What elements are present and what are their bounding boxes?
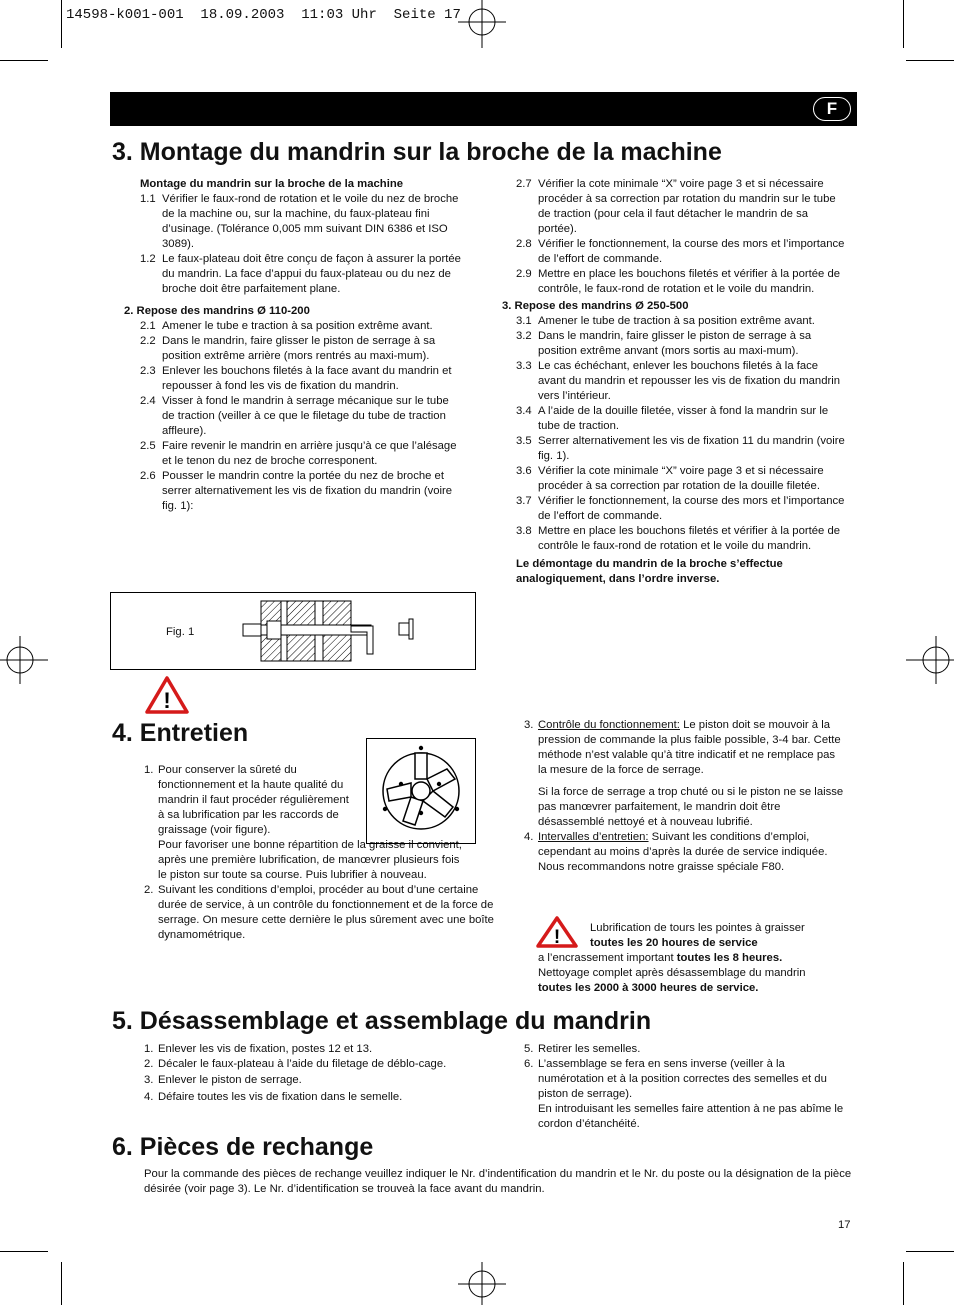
spare-parts-text: Pour la commande des pièces de rechange veuillez indiquer le Nr. d’indentification du mandrin et le Nr. du poste ou la désignation de la pièce désirée (voir page 3). Le Nr. d’identification se trouveà la face avant du mandrin. <box>144 1168 852 1195</box>
section-3-right-column <box>502 177 846 587</box>
list-item <box>516 267 846 297</box>
item-number: 2.5 <box>140 440 156 452</box>
item-number: 1.1 <box>140 193 156 205</box>
item-text: Le cas échéchant, enlever les bouchons filetés à la face avant du mandrin et repousser les vis de fixation du mandrin vers l’intérieur. <box>538 360 841 402</box>
item-text-continued: Pour favoriser une bonne répartition de la graisse il convient, après une première lubrification, de manœvrer plusieurs fois le piston sur toute sa course. Puis lubrifier à nouveau. <box>158 839 462 881</box>
item-text: Vérifier la cote minimale “X” voire page 3 et si nécessaire procéder à sa correction par rotation du mandrin sur le tube de traction (pour cela il faut détacher le mandrin de sa portée). <box>538 178 836 235</box>
registration-mark-bottom <box>452 1262 512 1305</box>
item-text: Dans le mandrin, faire glisser le piston de serrage à sa position extrême arrière (mors rentrés au maxi-mum). <box>162 335 436 362</box>
disassembly-note: Le démontage du mandrin de la broche s’effectue analogiquement, dans l’ordre inverse. <box>516 558 783 585</box>
crop-mark <box>906 60 954 61</box>
warning-line-bold: toutes les 20 houres de service <box>590 937 758 949</box>
figure-1-drawing <box>241 599 421 663</box>
list-item <box>516 494 846 524</box>
registration-mark-top <box>452 0 512 48</box>
warning-line <box>538 951 848 966</box>
section-6-title: 6. Pièces de rechange <box>112 1133 374 1161</box>
section-5-left-column <box>144 1042 464 1105</box>
crop-mark <box>903 0 904 48</box>
registration-mark-right <box>906 630 954 690</box>
list-item <box>516 434 846 464</box>
item-heading: Contrôle du fonctionnement: <box>538 719 680 731</box>
item-number: 3. <box>524 719 534 731</box>
item-text-continued: En introduisant les semelles faire attention à ne pas abîme le cordon d’étanchéité. <box>538 1103 844 1130</box>
item-text: Vérifier le faux-rond de rotation et le voile du nez de broche de la machine ou, sur la machine, du faux-plateau fini d’usinage. (Tolérance 0,005 mm suivant DIN 6386 et ISO 3089). <box>162 193 459 250</box>
print-stamp: 14598-k001-001 18.09.2003 11:03 Uhr Seite 17 <box>66 7 461 23</box>
item-text: Vérifier le fonctionnement, la course des mors et l’importance de l’effort de commande. <box>538 238 845 265</box>
lubrication-figure-box <box>366 738 476 844</box>
item-text: Dans le mandrin, faire glisser le piston de serrage à sa position extrême anvant (mors sortis au maxi-mum). <box>538 330 812 357</box>
item-number: 2.1 <box>140 320 156 332</box>
list-item <box>516 464 846 494</box>
item-number: 3.8 <box>516 525 532 537</box>
items-2 <box>118 319 463 514</box>
item-text: A l’aide de la douille filetée, visser à fond la mandrin sur le tube de traction. <box>538 405 829 432</box>
item-text: Vérifier la cote minimale “X” voire page 3 et si nécessaire procéder à sa correction par rotation de la douille filetée. <box>538 465 824 492</box>
list-item <box>516 329 846 359</box>
crop-mark <box>61 0 62 48</box>
lubrication-warning-text-2 <box>538 951 848 996</box>
list-item <box>144 1042 464 1057</box>
list-item <box>516 237 846 267</box>
section-3-left-column <box>118 177 463 514</box>
item-number: 4. <box>144 1091 154 1103</box>
section-4-right-column <box>524 718 844 875</box>
items-1 <box>118 192 463 297</box>
section-5-right-column <box>524 1042 844 1132</box>
item-text: Pour conserver la sûreté du fonctionnement et la haute qualité du mandrin il faut procéder régulièrement à sa lubrification par les raccords de graissage (voir figure). <box>158 764 349 836</box>
item-number: 2.6 <box>140 470 156 482</box>
item-number: 1. <box>144 1043 154 1055</box>
list-item <box>140 252 463 297</box>
subheading-repose-small: 2. Repose des mandrins Ø 110-200 <box>124 305 310 317</box>
item-number: 2.7 <box>516 178 532 190</box>
list-item <box>140 319 463 334</box>
language-badge: F <box>813 97 851 121</box>
item-text: Suivant les conditions d’emploi, cependant au moins d’après la durée de service indiquée. <box>538 831 828 858</box>
item-text: Mettre en place les bouchons filetés et vérifier à la portée de contrôle le faux-rond de rotation et le voile du mandrin. <box>538 525 841 552</box>
hex-key-icon <box>397 617 417 641</box>
item-number: 6. <box>524 1058 534 1070</box>
list-item <box>140 364 463 394</box>
item-text: Pousser le mandrin contre la portée du nez de broche et serrer alternativement les vis de fixation du mandrin (voire fig. 1): <box>162 470 453 512</box>
item-text: Défaire toutes les vis de fixation dans le semelle. <box>158 1091 403 1103</box>
item-text: Retirer les semelles. <box>538 1043 641 1055</box>
item-text: Amener le tube de traction à sa position extrême avant. <box>538 315 815 327</box>
item-text: Vérifier le fonctionnement, la course des mors et l’importance de l’effort de commande. <box>538 495 845 522</box>
item-text: Amener le tube e traction à sa position extrême avant. <box>162 320 433 332</box>
item-number: 1. <box>144 764 154 776</box>
section-3-title: 3. Montage du mandrin sur la broche de la machine <box>112 138 722 166</box>
crop-mark <box>903 1262 904 1305</box>
item-text: Décaler le faux-plateau à l’aide du filetage de déblo-cage. <box>158 1058 447 1070</box>
subheading-mount: Montage du mandrin sur la broche de la machine <box>140 178 404 190</box>
svg-text:!: ! <box>163 688 171 713</box>
list-item <box>140 334 463 364</box>
warning-line: Nettoyage complet après désassemblage du mandrin <box>538 967 806 979</box>
items-2b <box>502 177 846 297</box>
warning-text-bold: toutes les 8 heures. <box>676 952 783 964</box>
item-number: 3.6 <box>516 465 532 477</box>
item-text: Visser à fond le mandrin à serrage mécanique sur le tube de traction (veiller à ce que le filetage du tube de traction affleure). <box>162 395 449 437</box>
list-item <box>524 1042 844 1057</box>
list-item <box>516 359 846 404</box>
section-5-title: 5. Désassemblage et assemblage du mandrin <box>112 1007 652 1035</box>
warning-line: Lubrification de tours les pointes à graisser <box>590 922 805 934</box>
list-item <box>140 439 463 469</box>
item-number: 3.3 <box>516 360 532 372</box>
item-number: 2.9 <box>516 268 532 280</box>
maintenance-item-2 <box>144 883 494 943</box>
item-text-continued: Si la force de serrage a trop chuté ou si le piston ne se laisse pas manœvrer parfaitement, le mandrin doit être désassemblé nettoyé et à nouveau lubrifié. <box>538 786 844 828</box>
item-number: 3.1 <box>516 315 532 327</box>
list-item <box>516 404 846 434</box>
item-number: 2.2 <box>140 335 156 347</box>
crop-mark <box>906 1251 954 1252</box>
item-number: 4. <box>524 831 534 843</box>
item-text: L’assemblage se fera en sens inverse (veiller à la numérotation et à la position correctes des semelles et du piston de serrage). <box>538 1058 827 1100</box>
registration-mark-left <box>0 630 48 690</box>
item-number: 3.5 <box>516 435 532 447</box>
list-item <box>516 314 846 329</box>
item-number: 3. <box>144 1074 154 1086</box>
item-number: 2. <box>144 884 154 896</box>
list-item <box>140 469 463 514</box>
item-text-continued: Nous recommandons notre graisse spéciale F80. <box>538 861 785 873</box>
item-text: Serrer alternativement les vis de fixation 11 du mandrin (voire fig. 1). <box>538 435 845 462</box>
item-number: 3.7 <box>516 495 532 507</box>
item-text: Enlever les bouchons filetés à la face avant du mandrin et repousser à fond les vis de fixation du mandrin. <box>162 365 452 392</box>
maintenance-item-3 <box>524 718 844 830</box>
item-number: 2.3 <box>140 365 156 377</box>
item-number: 1.2 <box>140 253 156 265</box>
item-number: 5. <box>524 1043 534 1055</box>
item-number: 2.4 <box>140 395 156 407</box>
lubrication-warning-text <box>590 921 850 951</box>
figure-1-label: Fig. 1 <box>166 626 195 638</box>
warning-line-bold: toutes les 2000 à 3000 heures de service. <box>538 982 759 994</box>
warning-icon <box>536 916 578 948</box>
list-item <box>516 524 846 554</box>
item-number: 3.4 <box>516 405 532 417</box>
chuck-face-drawing <box>367 739 475 843</box>
list-item <box>524 1057 844 1132</box>
item-number: 2.8 <box>516 238 532 250</box>
figure-1-box <box>110 592 476 670</box>
maintenance-item-4 <box>524 830 844 875</box>
list-item <box>140 192 463 252</box>
header-band <box>110 92 857 126</box>
list-item <box>516 177 846 237</box>
item-text: Le faux-plateau doit être conçu de façon à assurer la portée du mandrin. La face d’appui du faux-plateau ou du nez de broche doit être parfaitement plane. <box>162 253 461 295</box>
list-item <box>144 1090 464 1105</box>
item-text: Le piston doit se mouvoir à la pression de commande la plus faible possible, 3-4 bar. Cette méthode n’est valable qu’à titre indicatif et ne remplace pas la mesure de la force de serrage. <box>538 719 841 776</box>
svg-text:!: ! <box>553 927 561 948</box>
list-item <box>140 394 463 439</box>
list-item <box>144 1073 464 1088</box>
page-number: 17 <box>838 1219 851 1231</box>
items-3 <box>502 314 846 554</box>
section-4-title: 4. Entretien <box>112 719 249 747</box>
item-number: 3.2 <box>516 330 532 342</box>
subheading-repose-large: 3. Repose des mandrins Ø 250-500 <box>502 300 689 312</box>
item-text: Enlever les vis de fixation, postes 12 et 13. <box>158 1043 373 1055</box>
list-item <box>144 1057 464 1072</box>
crop-mark <box>61 1262 62 1305</box>
warning-text: a l’encrassement important <box>538 952 677 964</box>
item-number: 2. <box>144 1058 154 1070</box>
crop-mark <box>0 1251 48 1252</box>
crop-mark <box>0 60 48 61</box>
item-text: Mettre en place les bouchons filetés et vérifier à la portée de contrôle, le faux-rond de rotation et le voile du mandrin. <box>538 268 841 295</box>
item-text: Suivant les conditions d’emploi, procéder au bout d’une certaine durée de service, à un contrôle du fonctionnement et de la force de serrage. On mesure cette dernière le plus sûrement avec une boîte dynamométrique. <box>158 884 494 941</box>
item-text: Faire revenir le mandrin en arrière jusqu’à ce que l’alésage et le tenon du nez de broche corresponent. <box>162 440 457 467</box>
item-heading: Intervalles d’entretien: <box>538 831 649 843</box>
warning-icon <box>145 676 189 714</box>
item-text: Enlever le piston de serrage. <box>158 1074 302 1086</box>
